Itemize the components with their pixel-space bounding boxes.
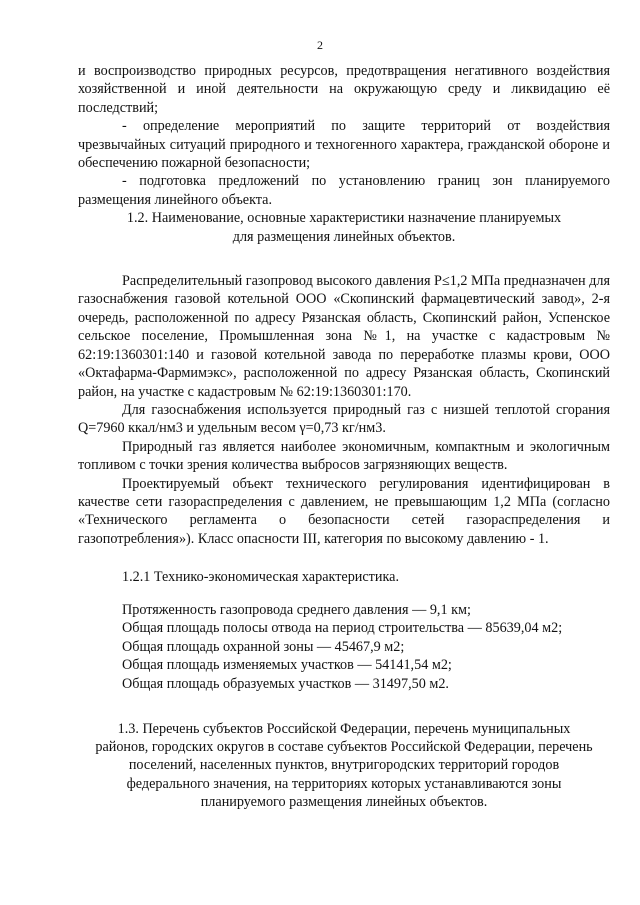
intro-paragraph-3: - подготовка предложений по установлению границ зон планируемого размещения линейного объекта.: [78, 173, 610, 208]
intro-paragraph-1: и воспроизводство природных ресурсов, предотвращения негативного воздействия хозяйственной и иной деятельности на окружающую среду и ликвидацию её последствий;: [78, 63, 610, 116]
section-1-2-1-heading: 1.2.1 Технико-экономическая характеристика.: [122, 569, 399, 586]
section-1-2-paragraph-1: Распределительный газопровод высокого давления P≤1,2 МПа предназначен для газоснабжения газовой котельной ООО «Скопинский фармацевтический завод», 2-я очередь, расположенной по адресу Рязанская область, Скопинский район, Успенское сельское поселение, Промышленная зона №1, на участке с кадастровым № 62:19:1360301:140 и газовой котельной завода по переработке плазмы крови, ООО «Октафарма-Фармимэкс», расположенной по адресу Рязанская область, Скопинский район, на участке с кадастровым № 62:19:1360301:170.: [78, 273, 610, 400]
page-number: 2: [317, 38, 323, 52]
section-1-3-line-2: районов, городских округов в составе субъектов Российской Федерации, перечень: [95, 738, 593, 755]
section-1-3-line-5: планируемого размещения линейных объектов.: [200, 794, 488, 811]
list-item: Протяженность газопровода среднего давления — 9,1 км;: [122, 601, 471, 618]
section-1-3-heading: [78, 720, 610, 812]
section-1-2-paragraph-4: Проектируемый объект технического регулирования идентифицирован в качестве сети газораспределения с давлением, не превышающим 1,2 МПа (согласно «Технического регламента о безопасности сетей газораспределения и газопотребления»). Класс опасности III, категория по высокому давлению - 1.: [78, 475, 610, 547]
document-body: [78, 62, 610, 812]
section-1-3-line-1: 1.3. Перечень субъектов Российской Федерации, перечень муниципальных: [117, 720, 571, 737]
section-1-2-paragraph-2: Для газоснабжения используется природный газ с низшей теплотой сгорания Q=7960 ккал/нм3 и удельным весом γ=0,73 кг/нм3.: [78, 401, 610, 437]
list-item: Общая площадь образуемых участков — 31497,50 м2.: [122, 675, 449, 692]
section-1-2-heading-line-1: 1.2. Наименование, основные характеристики назначение планируемых: [126, 210, 562, 227]
section-1-3-line-4: федерального значения, на территориях которых устанавливаются зоны: [126, 775, 562, 792]
list-item: Общая площадь полосы отвода на период строительства — 85639,04 м2;: [122, 620, 563, 637]
section-1-2-heading-line-2: для размещения линейных объектов.: [232, 228, 456, 245]
section-1-2-heading: [78, 209, 610, 246]
list-item: Общая площадь охранной зоны — 45467,9 м2;: [122, 638, 405, 655]
list-item: Общая площадь изменяемых участков — 54141,54 м2;: [122, 657, 452, 674]
intro-paragraph-2: - определение мероприятий по защите территорий от воздействия чрезвычайных ситуаций природного и техногенного характера, гражданской обороне и обеспечению пожарной безопасности;: [78, 118, 610, 172]
section-1-3-line-3: поселений, населенных пунктов, внутригородских территорий городов: [128, 757, 560, 774]
section-1-2-paragraph-3: Природный газ является наиболее экономичным, компактным и экологичным топливом с точки зрения количества выбросов загрязняющих веществ.: [78, 438, 610, 474]
tech-characteristics-list: [78, 601, 610, 694]
